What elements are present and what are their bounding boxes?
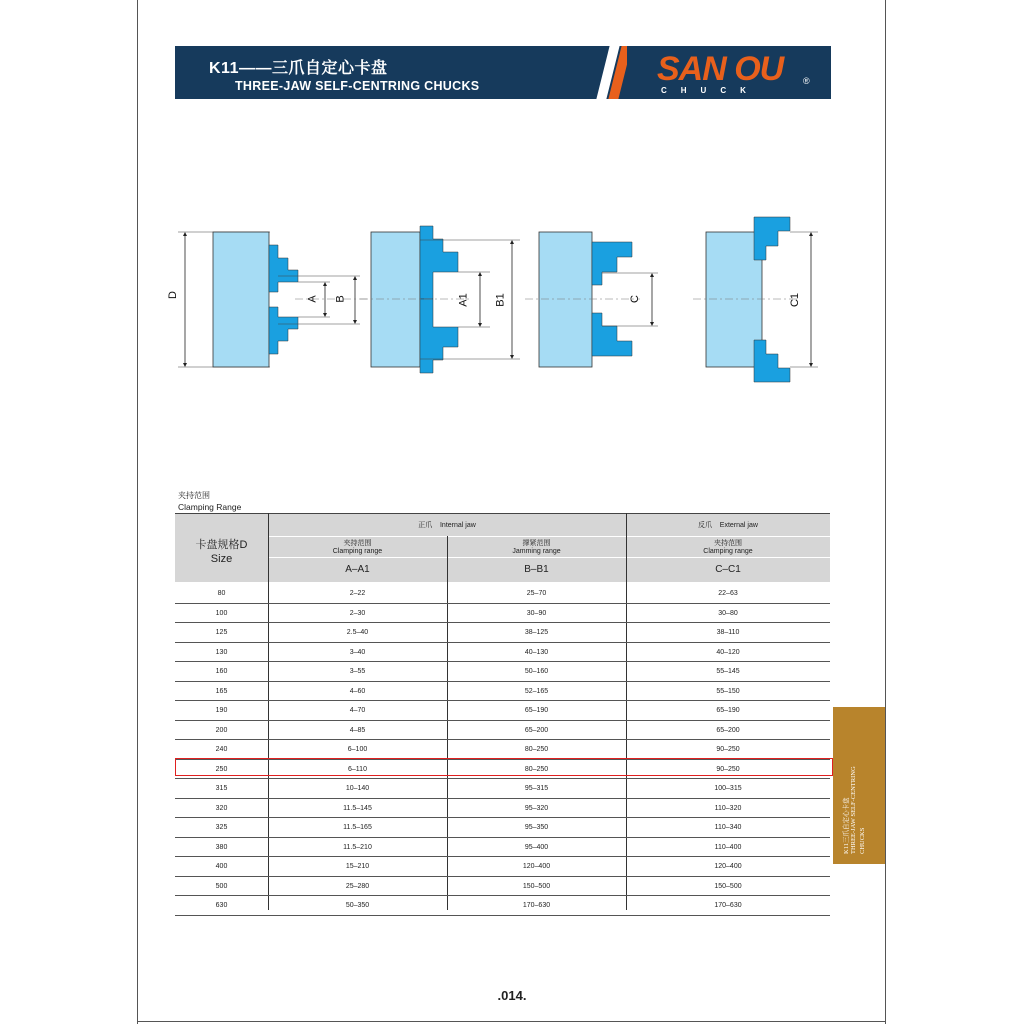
size-cell: 315 (215, 785, 228, 792)
col1-header-cn: 夹持范围 (343, 540, 372, 547)
label-c: C (628, 295, 641, 303)
table-row (175, 662, 830, 682)
clamping-range-cell: 2–22 (349, 590, 366, 597)
table-row (175, 799, 830, 819)
size-header-en: Size (210, 553, 233, 565)
size-cell: 400 (215, 863, 228, 870)
col3-header-en: Clamping range (703, 548, 753, 555)
jamming-range-cell: 80–250 (524, 746, 549, 753)
side-tab-text (833, 707, 885, 864)
side-tab-line-1: K11三爪自定心卡盘 (843, 797, 850, 854)
external-clamping-cell: 100–315 (714, 785, 742, 792)
jamming-range-cell: 40–130 (524, 648, 549, 656)
caption-en: Clamping Range (178, 502, 242, 512)
clamping-range-cell: 11.5–210 (343, 843, 372, 851)
size-cell: 190 (215, 707, 228, 714)
caption-cn: 夹持范围 (178, 491, 210, 500)
header-line-1 (268, 536, 830, 537)
table-row (175, 721, 830, 741)
external-clamping-cell: 150–500 (714, 882, 742, 890)
title-en: THREE-JAW SELF-CENTRING CHUCKS (235, 79, 480, 93)
table-row (175, 740, 830, 760)
external-clamping-cell: 110–320 (714, 804, 742, 812)
jamming-range-cell: 120–400 (522, 863, 551, 870)
size-cell: 320 (215, 804, 228, 812)
external-clamping-cell: 55–150 (716, 687, 740, 695)
external-clamping-cell: 90–250 (716, 765, 740, 773)
jamming-range-cell: 38–125 (524, 629, 549, 636)
jamming-range-cell: 95–400 (524, 843, 549, 851)
title-cn: K11——三爪自定心卡盘 (209, 60, 388, 77)
table-row (175, 682, 830, 702)
table-row (175, 623, 830, 643)
external-clamping-cell: 65–200 (716, 726, 740, 734)
table-row (175, 701, 830, 721)
registered-mark: ® (803, 76, 810, 86)
side-tab-line-3: CHUCKS (859, 827, 866, 854)
size-cell: 325 (215, 824, 228, 831)
clamping-range-cell: 6–110 (348, 765, 367, 773)
col3-symbol: C–C1 (715, 564, 741, 575)
jamming-range-cell: 65–190 (524, 707, 549, 714)
label-a: A (306, 295, 319, 303)
jamming-range-cell: 30–90 (526, 609, 547, 617)
size-header-cn: 卡盘规格D (195, 539, 248, 551)
col2-header-cn: 撑紧范围 (522, 540, 551, 547)
clamping-range-cell: 50–350 (345, 902, 370, 909)
clamping-range-cell: 3–55 (349, 668, 366, 675)
row-separator (175, 915, 830, 916)
row-highlight-250 (175, 758, 833, 776)
col3-header-cn: 夹持范围 (714, 540, 742, 547)
size-cell: 125 (215, 629, 228, 636)
table-row (175, 584, 830, 604)
label-b1: B1 (494, 293, 507, 307)
clamping-range-cell: 4–70 (349, 707, 366, 714)
size-cell: 630 (215, 902, 228, 909)
clamping-range-cell: 2.5–40 (346, 629, 369, 636)
table-row (175, 838, 830, 858)
jamming-range-cell: 52–165 (524, 687, 549, 695)
col2-symbol: B–B1 (524, 564, 549, 575)
table-row (175, 604, 830, 624)
table-row (175, 779, 830, 799)
external-clamping-cell: 65–190 (716, 707, 740, 714)
size-cell: 160 (215, 668, 228, 675)
external-clamping-cell: 30–80 (718, 609, 738, 617)
external-clamping-cell: 110–400 (714, 843, 742, 851)
size-cell: 250 (215, 765, 228, 773)
clamping-range-cell: 4–60 (349, 687, 366, 695)
clamping-range-cell: 11.5–165 (343, 824, 372, 831)
size-cell: 500 (215, 882, 228, 890)
jamming-range-cell: 170–630 (522, 902, 551, 909)
size-cell: 165 (215, 687, 228, 695)
sanou-logo: SAN OU (657, 50, 784, 88)
external-clamping-cell: 120–400 (714, 863, 742, 870)
size-cell: 380 (215, 843, 228, 851)
jamming-range-cell: 50–160 (524, 668, 549, 675)
table-row (175, 896, 830, 916)
table-row (175, 857, 830, 877)
clamping-range-cell: 15–210 (345, 863, 370, 870)
label-b: B (334, 295, 347, 303)
size-cell: 240 (215, 746, 228, 753)
chuck-diagrams (0, 0, 1024, 480)
col1-header-en: Clamping range (332, 548, 383, 555)
jamming-range-cell: 25–70 (526, 590, 547, 597)
external-clamping-cell: 90–250 (716, 746, 740, 753)
jamming-range-cell: 65–200 (524, 726, 549, 734)
jamming-range-cell: 95–315 (524, 785, 549, 792)
clamping-range-cell: 10–140 (345, 785, 370, 792)
size-cell: 100 (215, 609, 228, 617)
external-jaw-header: 反爪 External jaw (698, 522, 758, 529)
clamping-range-cell: 6–100 (347, 746, 368, 753)
label-d: D (166, 291, 179, 299)
clamping-range-cell: 2–30 (349, 609, 366, 617)
clamping-range-cell: 11.5–145 (343, 804, 372, 812)
size-cell: 200 (215, 726, 228, 734)
clamping-range-cell: 25–280 (345, 882, 370, 890)
internal-jaw-header: 正爪 Internal jaw (418, 522, 476, 529)
header-line-2 (268, 557, 830, 558)
external-clamping-cell: 22–63 (718, 590, 738, 597)
size-cell: 80 (217, 590, 226, 597)
side-tab (833, 707, 885, 864)
external-clamping-cell: 55–145 (716, 668, 740, 675)
logo-subtitle: CHUCK (661, 86, 760, 95)
external-clamping-cell: 38–110 (716, 629, 740, 636)
label-a1: A1 (457, 293, 470, 307)
external-clamping-cell: 40–120 (716, 648, 740, 656)
page-number: .014. (497, 988, 527, 1003)
external-clamping-cell: 110–340 (714, 824, 742, 831)
jamming-range-cell: 150–500 (522, 882, 551, 890)
clamping-range-cell: 3–40 (349, 648, 366, 656)
col2-header-en: Jamming range (512, 548, 561, 555)
page-border-bottom (137, 1021, 886, 1022)
label-c1: C1 (789, 292, 802, 308)
header-top-line (175, 513, 830, 514)
table-row (175, 818, 830, 838)
jamming-range-cell: 95–350 (524, 824, 549, 831)
col1-symbol: A–A1 (345, 564, 370, 575)
side-tab-line-2: THREE-JAW SELF-CENTRING (850, 766, 857, 854)
jamming-range-cell: 80–250 (524, 765, 549, 773)
jamming-range-cell: 95–320 (524, 804, 549, 812)
size-cell: 130 (215, 648, 228, 656)
table-row (175, 877, 830, 897)
table-row (175, 643, 830, 663)
external-clamping-cell: 170–630 (714, 902, 742, 909)
clamping-range-cell: 4–85 (349, 726, 366, 734)
